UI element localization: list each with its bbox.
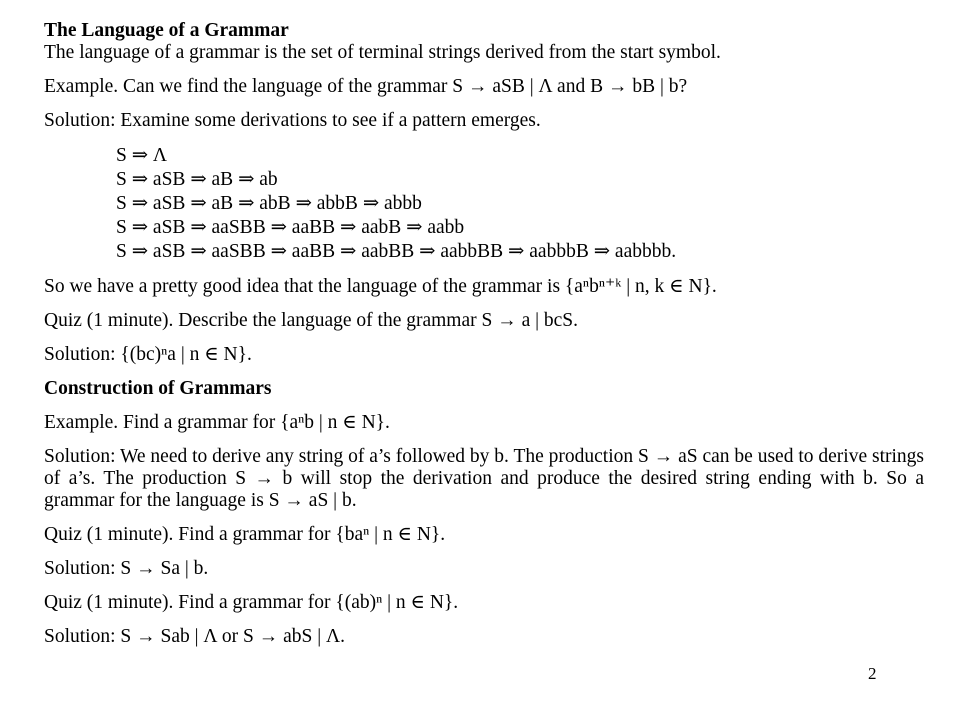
example-language: Example. Can we find the language of the grammar S → aSB | Λ and B → bB | b? [44, 76, 688, 97]
slide-content [44, 20, 924, 648]
quiz-find-grammar-abn-solution: Solution: S → Sab | Λ or S → abS | Λ. [44, 626, 346, 647]
quiz-find-grammar-ban-solution: Solution: S → Sa | b. [44, 558, 209, 579]
page-number: 2 [868, 664, 877, 683]
example-construction: Example. Find a grammar for {aⁿb | n ∈ N}. [44, 412, 390, 433]
derivation-line: S ⇒ aSB ⇒ aaSBB ⇒ aaBB ⇒ aabBB ⇒ aabbBB ⇒ aabbbB ⇒ aabbbb. [116, 241, 677, 262]
quiz-describe-solution: Solution: {(bc)ⁿa | n ∈ N}. [44, 344, 252, 365]
conclusion-text: So we have a pretty good idea that the language of the grammar is {aⁿbⁿ⁺ᵏ | n, k ∈ N}. [44, 276, 717, 297]
quiz-find-grammar-ban: Quiz (1 minute). Find a grammar for {baⁿ | n ∈ N}. [44, 524, 446, 545]
derivation-line: S ⇒ aSB ⇒ aaSBB ⇒ aaBB ⇒ aabB ⇒ aabb [116, 217, 465, 238]
derivation-list [44, 144, 924, 264]
solution-construction: Solution: We need to derive any string of a’s followed by b. The production S → aS can be used to derive strings of a’s. The production S → b will stop the derivation and produce the desired string ending with b. So a grammar for the language is S → aS | b. [44, 446, 924, 511]
solution-examine: Solution: Examine some derivations to see if a pattern emerges. [44, 110, 541, 131]
derivation-line: S ⇒ Λ [116, 145, 168, 166]
heading-construction-of-grammars: Construction of Grammars [44, 378, 272, 399]
quiz-describe: Quiz (1 minute). Describe the language of the grammar S → a | bcS. [44, 310, 579, 331]
derivation-line: S ⇒ aSB ⇒ aB ⇒ abB ⇒ abbB ⇒ abbb [116, 193, 422, 214]
quiz-find-grammar-abn: Quiz (1 minute). Find a grammar for {(ab)ⁿ | n ∈ N}. [44, 592, 459, 613]
derivation-line: S ⇒ aSB ⇒ aB ⇒ ab [116, 169, 278, 190]
heading-language-of-grammar: The Language of a Grammar [44, 20, 289, 41]
definition-text: The language of a grammar is the set of terminal strings derived from the start symbol. [44, 42, 721, 63]
